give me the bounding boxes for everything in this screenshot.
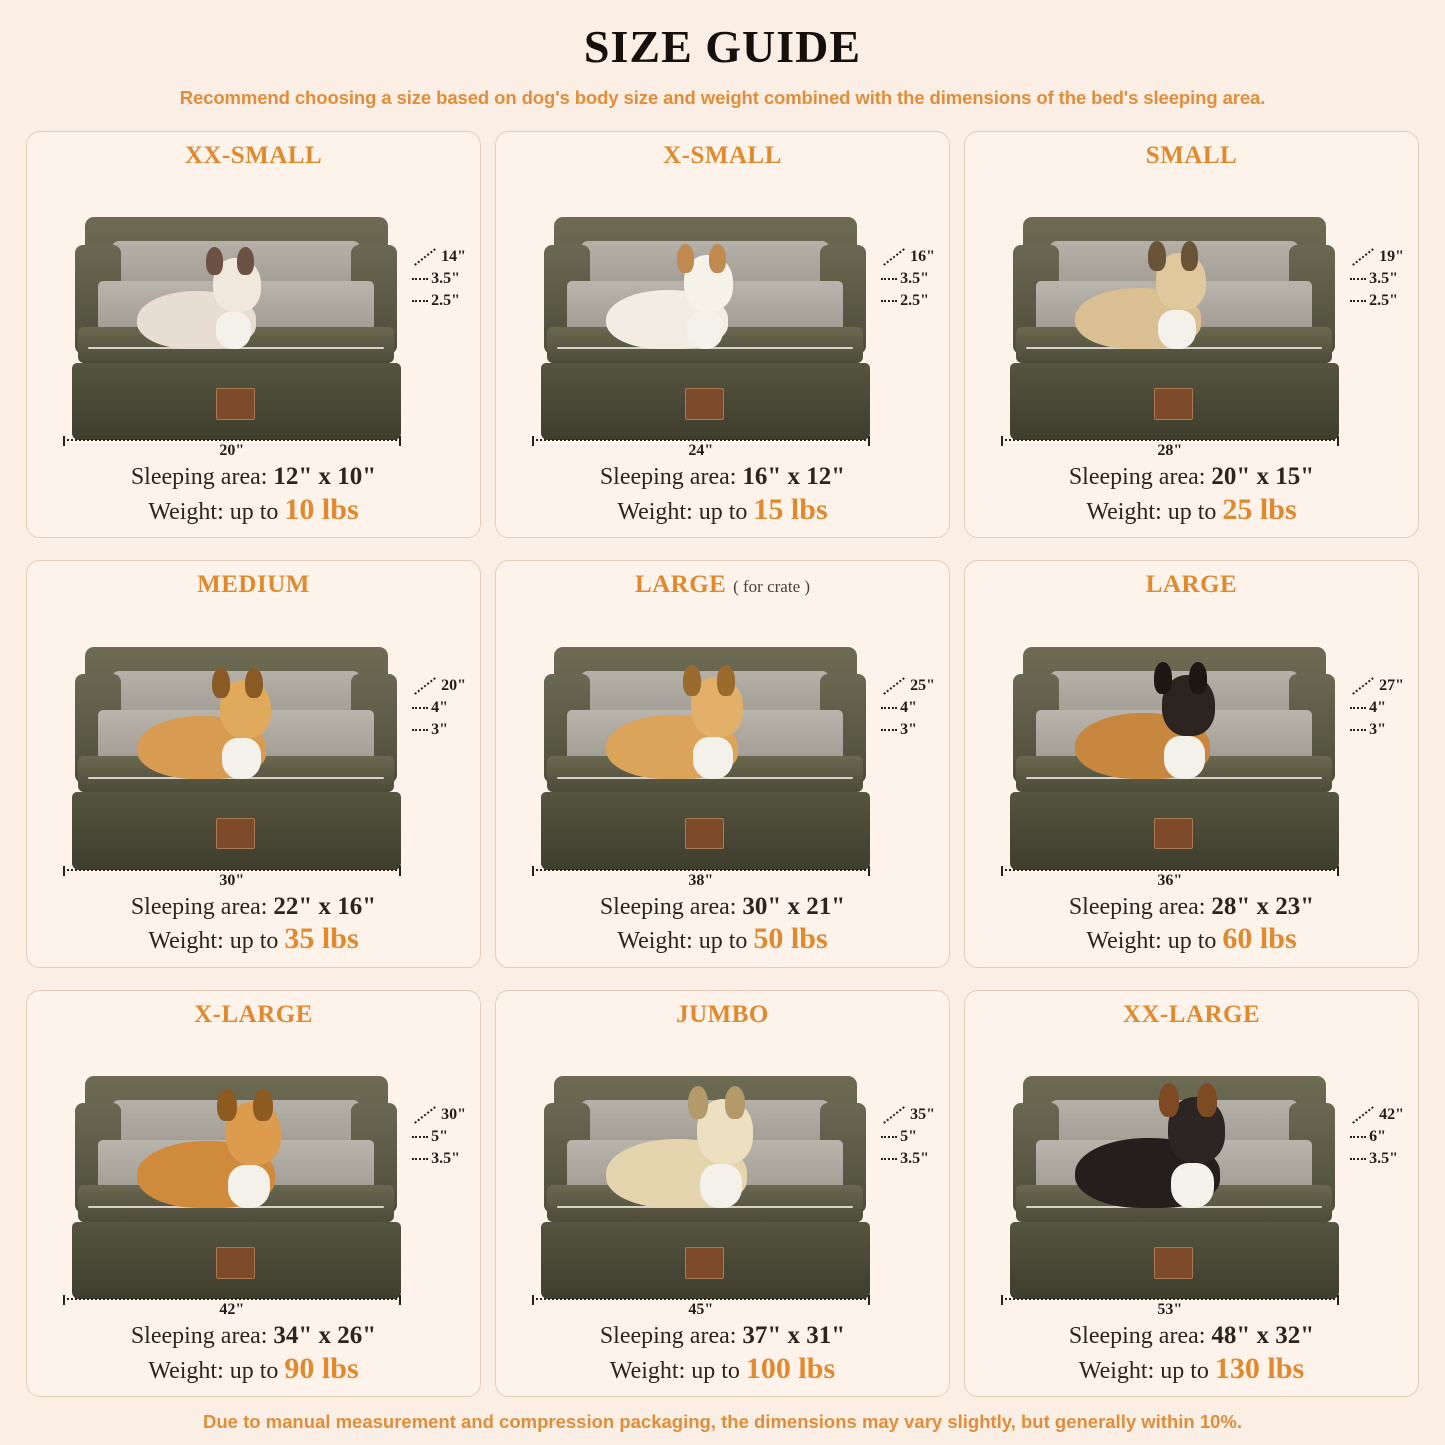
- dog-illustration-golden-retriever: [137, 1100, 275, 1208]
- height-bottom-dimension: [1350, 721, 1386, 739]
- height-bottom-value: 3": [431, 720, 448, 738]
- size-card-name: LARGE: [1145, 571, 1238, 599]
- weight-label: Weight:: [1086, 928, 1168, 955]
- dimension-tick-icon: [412, 707, 428, 709]
- dimension-tick-icon: [1350, 1158, 1366, 1160]
- weight-upto: up to: [1160, 1357, 1215, 1384]
- height-bottom-dimension: [412, 721, 448, 739]
- sleeping-area-line: [37, 892, 470, 922]
- dimension-line-icon: [63, 439, 401, 441]
- size-card-specs: [975, 892, 1408, 959]
- dog-chest: [228, 1165, 269, 1208]
- bed-illustration: [506, 601, 939, 891]
- bed-illustration: [975, 172, 1408, 462]
- bed-illustration: [506, 1031, 939, 1321]
- dog-ear-left: [688, 1086, 708, 1119]
- dog-chest: [1158, 310, 1196, 349]
- dog-ear-left: [1148, 241, 1166, 271]
- dimension-tick-icon: [414, 677, 436, 695]
- width-dimension: [1001, 439, 1339, 460]
- sleeping-area-line: [37, 1321, 470, 1351]
- height-top-value: 3.5": [431, 269, 460, 287]
- depth-height-dimensions: [412, 677, 466, 739]
- dog-chest: [687, 311, 724, 349]
- weight-line: [506, 492, 939, 527]
- height-top-dimension: [412, 699, 448, 717]
- page-title: SIZE GUIDE: [583, 21, 862, 72]
- height-top-value: 5": [431, 1128, 448, 1146]
- sleeping-area-label: Sleeping area:: [1068, 893, 1212, 920]
- dog-illustration-ragdoll-cat: [137, 256, 256, 349]
- sleeping-area-line: [975, 462, 1408, 492]
- dimension-line-icon: [1001, 439, 1339, 441]
- sleeping-area-line: [506, 892, 939, 922]
- size-card-xx-large[interactable]: [964, 990, 1419, 1397]
- dog-ear-right: [237, 247, 254, 275]
- size-card-name: XX-SMALL: [184, 142, 323, 169]
- dimension-tick-icon: [1350, 300, 1366, 302]
- sleeping-area-label: Sleeping area:: [130, 1323, 274, 1350]
- weight-upto: up to: [1167, 498, 1223, 525]
- depth-value: 19": [1379, 247, 1404, 265]
- dog-ear-left: [217, 1089, 236, 1122]
- weight-value: 35 lbs: [284, 922, 359, 956]
- dog-chest: [700, 1164, 742, 1208]
- bed-illustration: [506, 172, 939, 462]
- size-card-title: [194, 1001, 313, 1029]
- dog-illustration-shih-tzu: [606, 253, 728, 349]
- dog-illustration-french-bulldog: [1075, 251, 1200, 349]
- weight-label: Weight:: [148, 928, 230, 955]
- dog-bed-graphic: [72, 213, 401, 441]
- size-card-name: X-SMALL: [663, 142, 782, 169]
- weight-line: [506, 921, 939, 956]
- dimension-tick-icon: [412, 1158, 428, 1160]
- dog-ear-right: [1197, 1083, 1217, 1117]
- weight-upto: up to: [229, 1357, 285, 1384]
- dimension-tick-icon: [1350, 707, 1366, 709]
- dimension-tick-icon: [883, 1106, 905, 1124]
- depth-value: 25": [910, 676, 935, 694]
- dog-chest: [693, 737, 732, 778]
- dog-chest: [216, 312, 252, 349]
- dog-ear-left: [212, 668, 230, 698]
- dog-ear-right: [1189, 662, 1208, 694]
- sleeping-area-label: Sleeping area:: [130, 893, 274, 920]
- dog-illustration-labrador: [606, 1097, 747, 1208]
- sleeping-area-value: 16" x 12": [742, 463, 846, 491]
- bed-illustration: [975, 1031, 1408, 1321]
- width-value: 28": [1157, 442, 1183, 460]
- dog-bed-graphic: [1010, 642, 1339, 870]
- depth-dimension: [1350, 677, 1404, 695]
- sleeping-area-value: 48" x 32": [1211, 1322, 1315, 1350]
- width-value: 53": [1157, 1301, 1183, 1319]
- size-card-name: JUMBO: [676, 1000, 769, 1028]
- size-card-specs: [37, 892, 470, 959]
- dimension-tick-icon: [412, 1136, 428, 1138]
- sleeping-area-label: Sleeping area:: [1068, 464, 1212, 491]
- width-value: 24": [688, 442, 714, 460]
- brand-tag: [1154, 818, 1192, 850]
- size-card-small[interactable]: [964, 131, 1419, 538]
- height-top-value: 4": [431, 698, 448, 716]
- size-card-name: LARGE: [634, 571, 727, 599]
- size-card-x-large[interactable]: [26, 990, 481, 1397]
- dimension-tick-icon: [1350, 1136, 1366, 1138]
- depth-height-dimensions: [881, 248, 935, 310]
- width-dimension: [532, 439, 870, 460]
- dog-illustration-rottweiler: [1075, 1095, 1219, 1208]
- dimension-tick-icon: [883, 677, 905, 695]
- dog-ear-right: [709, 244, 726, 273]
- sleeping-area-label: Sleeping area:: [599, 464, 743, 491]
- weight-line: [37, 1351, 470, 1386]
- width-dimension: [63, 1298, 401, 1319]
- depth-height-dimensions: [881, 1106, 935, 1168]
- size-card-name: X-LARGE: [194, 1000, 313, 1028]
- width-dimension: [1001, 1298, 1339, 1319]
- dimension-line-icon: [532, 1298, 870, 1300]
- size-card-specs: [975, 1321, 1408, 1388]
- dimension-line-icon: [63, 869, 401, 871]
- height-bottom-value: 2.5": [1369, 291, 1398, 309]
- size-card-title: [185, 142, 322, 170]
- size-card-jumbo[interactable]: [495, 990, 950, 1397]
- page-subtitle: Recommend choosing a size based on dog's body size and weight combined with the dimensions of the bed's sleeping area.: [179, 87, 1266, 108]
- dimension-tick-icon: [881, 1158, 897, 1160]
- sleeping-area-line: [975, 892, 1408, 922]
- size-card-specs: [37, 1321, 470, 1388]
- depth-value: 42": [1379, 1106, 1404, 1124]
- dog-illustration-corgi: [137, 678, 265, 779]
- dog-bed-graphic: [541, 642, 870, 870]
- sleeping-area-line: [37, 462, 470, 492]
- depth-dimension: [1350, 248, 1404, 266]
- dimension-tick-icon: [412, 729, 428, 731]
- weight-upto: up to: [698, 928, 754, 955]
- sleeping-area-label: Sleeping area:: [599, 1323, 743, 1350]
- brand-tag: [685, 1247, 723, 1279]
- depth-height-dimensions: [881, 677, 935, 739]
- dimension-tick-icon: [883, 248, 905, 266]
- width-value: 38": [688, 871, 714, 889]
- depth-value: 27": [1379, 676, 1404, 694]
- height-bottom-value: 3": [1369, 720, 1386, 738]
- weight-label: Weight:: [617, 498, 699, 525]
- depth-dimension: [881, 248, 935, 266]
- height-bottom-dimension: [412, 1150, 460, 1168]
- dog-ear-left: [1159, 1083, 1179, 1117]
- brand-tag: [685, 388, 723, 420]
- weight-label: Weight:: [1086, 498, 1168, 525]
- weight-value: 60 lbs: [1222, 922, 1297, 956]
- depth-dimension: [412, 248, 466, 266]
- weight-value: 10 lbs: [284, 492, 359, 526]
- sleeping-area-value: 20" x 15": [1211, 463, 1315, 491]
- weight-value: 130 lbs: [1214, 1351, 1305, 1385]
- dimension-tick-icon: [1352, 677, 1374, 695]
- height-bottom-value: 3": [900, 720, 917, 738]
- brand-tag: [216, 388, 254, 420]
- dog-bed-graphic: [541, 213, 870, 441]
- depth-height-dimensions: [1350, 677, 1404, 739]
- bed-illustration: [975, 601, 1408, 891]
- size-card-medium[interactable]: [26, 560, 481, 967]
- size-card-specs: [506, 1321, 939, 1388]
- depth-dimension: [1350, 1106, 1404, 1124]
- width-value: 42": [219, 1301, 245, 1319]
- dog-bed-graphic: [1010, 1071, 1339, 1299]
- height-top-dimension: [412, 270, 460, 288]
- brand-tag: [1154, 1247, 1192, 1279]
- bed-illustration: [37, 1031, 470, 1321]
- height-bottom-dimension: [1350, 292, 1398, 310]
- weight-upto: up to: [698, 498, 754, 525]
- depth-dimension: [412, 677, 466, 695]
- width-dimension: [63, 869, 401, 890]
- sleeping-area-label: Sleeping area:: [130, 464, 274, 491]
- size-card-large[interactable]: [964, 560, 1419, 967]
- height-bottom-dimension: [412, 292, 460, 310]
- dog-chest: [1164, 736, 1204, 778]
- weight-upto: up to: [691, 1357, 746, 1384]
- dimension-tick-icon: [414, 1106, 436, 1124]
- dog-ear-left: [683, 665, 701, 696]
- weight-line: [975, 1351, 1408, 1386]
- size-card-title: [663, 142, 782, 170]
- height-top-dimension: [881, 699, 917, 717]
- dog-chest: [1171, 1163, 1214, 1208]
- dimension-tick-icon: [881, 707, 897, 709]
- size-card-title: [676, 1001, 769, 1029]
- depth-value: 30": [441, 1106, 466, 1124]
- size-card-specs: [975, 462, 1408, 529]
- sleeping-area-value: 12" x 10": [273, 463, 377, 491]
- brand-tag: [685, 818, 723, 850]
- sleeping-area-line: [506, 462, 939, 492]
- depth-value: 35": [910, 1106, 935, 1124]
- height-top-value: 5": [900, 1128, 917, 1146]
- dog-ear-right: [245, 668, 263, 698]
- sleeping-area-line: [506, 1321, 939, 1351]
- weight-value: 100 lbs: [745, 1351, 836, 1385]
- sleeping-area-label: Sleeping area:: [599, 893, 743, 920]
- depth-value: 14": [441, 247, 466, 265]
- dimension-tick-icon: [881, 300, 897, 302]
- weight-label: Weight:: [1078, 1357, 1161, 1384]
- size-card-specs: [506, 892, 939, 959]
- dimension-tick-icon: [881, 729, 897, 731]
- height-bottom-dimension: [881, 292, 929, 310]
- weight-value: 50 lbs: [753, 922, 828, 956]
- size-card-title: [635, 571, 810, 599]
- depth-height-dimensions: [412, 248, 466, 310]
- dimension-tick-icon: [1350, 278, 1366, 280]
- dog-ear-right: [717, 665, 735, 696]
- brand-tag: [1154, 388, 1192, 420]
- sleeping-area-value: 37" x 31": [742, 1322, 846, 1350]
- weight-upto: up to: [229, 928, 285, 955]
- width-value: 30": [219, 871, 245, 889]
- bed-illustration: [37, 601, 470, 891]
- size-card-specs: [37, 462, 470, 529]
- height-bottom-value: 3.5": [431, 1150, 460, 1168]
- depth-value: 20": [441, 676, 466, 694]
- dimension-line-icon: [532, 439, 870, 441]
- size-card-title: [1123, 1001, 1260, 1029]
- dimension-tick-icon: [414, 248, 436, 266]
- dog-ear-right: [1181, 241, 1199, 271]
- footer-note: Due to manual measurement and compression packaging, the dimensions may vary slightly, but generally within 10%.: [202, 1411, 1243, 1432]
- size-card-title: [197, 571, 310, 599]
- width-value: 36": [1157, 871, 1183, 889]
- weight-line: [506, 1351, 939, 1386]
- size-card-large[interactable]: [495, 560, 950, 967]
- dog-ear-right: [253, 1089, 272, 1122]
- size-card-name: XX-LARGE: [1122, 1000, 1261, 1028]
- sleeping-area-value: 28" x 23": [1211, 892, 1315, 920]
- weight-value: 15 lbs: [753, 492, 828, 526]
- brand-tag: [216, 818, 254, 850]
- weight-value: 90 lbs: [284, 1351, 359, 1385]
- size-card-grid: [26, 131, 1419, 1397]
- height-top-dimension: [1350, 1128, 1386, 1146]
- depth-height-dimensions: [1350, 248, 1404, 310]
- weight-line: [975, 492, 1408, 527]
- height-bottom-dimension: [881, 721, 917, 739]
- depth-dimension: [881, 677, 935, 695]
- height-bottom-value: 3.5": [900, 1150, 929, 1168]
- dimension-line-icon: [63, 1298, 401, 1300]
- height-top-value: 3.5": [900, 269, 929, 287]
- weight-line: [37, 921, 470, 956]
- size-card-specs: [506, 462, 939, 529]
- sleeping-area-value: 34" x 26": [273, 1322, 377, 1350]
- dimension-tick-icon: [1352, 1106, 1374, 1124]
- size-card-note: ( for crate ): [733, 577, 811, 597]
- height-top-dimension: [881, 270, 929, 288]
- dog-ear-left: [206, 247, 223, 275]
- sleeping-area-value: 22" x 16": [273, 892, 377, 920]
- weight-label: Weight:: [617, 928, 699, 955]
- weight-line: [37, 492, 470, 527]
- dog-ear-left: [1154, 662, 1173, 694]
- size-card-xx-small[interactable]: [26, 131, 481, 538]
- width-dimension: [1001, 869, 1339, 890]
- dog-bed-graphic: [1010, 213, 1339, 441]
- height-top-value: 3.5": [1369, 269, 1398, 287]
- dimension-tick-icon: [881, 278, 897, 280]
- size-card-title: [1146, 571, 1237, 599]
- depth-value: 16": [910, 247, 935, 265]
- depth-height-dimensions: [412, 1106, 466, 1168]
- size-card-name: MEDIUM: [197, 571, 310, 599]
- width-dimension: [532, 1298, 870, 1319]
- dimension-tick-icon: [881, 1136, 897, 1138]
- weight-label: Weight:: [148, 1357, 230, 1384]
- height-bottom-value: 2.5": [900, 291, 929, 309]
- depth-dimension: [881, 1106, 935, 1124]
- sleeping-area-value: 30" x 21": [742, 892, 846, 920]
- weight-value: 25 lbs: [1222, 492, 1297, 526]
- height-top-dimension: [412, 1128, 448, 1146]
- weight-line: [975, 921, 1408, 956]
- dog-bed-graphic: [72, 642, 401, 870]
- height-bottom-value: 2.5": [431, 291, 460, 309]
- dimension-tick-icon: [1352, 248, 1374, 266]
- dimension-tick-icon: [1350, 729, 1366, 731]
- height-bottom-dimension: [1350, 1150, 1398, 1168]
- brand-tag: [216, 1247, 254, 1279]
- dog-illustration-australian-shepherd: [1075, 673, 1210, 779]
- dog-illustration-shiba-inu: [606, 675, 737, 778]
- height-top-dimension: [1350, 699, 1386, 717]
- dimension-line-icon: [1001, 1298, 1339, 1300]
- bed-illustration: [37, 172, 470, 462]
- height-top-value: 4": [900, 698, 917, 716]
- weight-upto: up to: [1167, 928, 1223, 955]
- width-value: 45": [688, 1301, 714, 1319]
- weight-upto: up to: [229, 498, 285, 525]
- height-top-value: 6": [1369, 1128, 1386, 1146]
- size-card-x-small[interactable]: [495, 131, 950, 538]
- width-dimension: [532, 869, 870, 890]
- height-bottom-value: 3.5": [1369, 1150, 1398, 1168]
- dog-chest: [222, 738, 260, 778]
- height-top-value: 4": [1369, 698, 1386, 716]
- dog-bed-graphic: [72, 1071, 401, 1299]
- width-value: 20": [219, 442, 245, 460]
- size-card-title: [1146, 142, 1237, 170]
- sleeping-area-label: Sleeping area:: [1068, 1323, 1212, 1350]
- dog-ear-right: [725, 1086, 745, 1119]
- depth-dimension: [412, 1106, 466, 1124]
- sleeping-area-line: [975, 1321, 1408, 1351]
- weight-label: Weight:: [148, 498, 230, 525]
- dimension-tick-icon: [412, 300, 428, 302]
- dog-ear-left: [677, 244, 694, 273]
- dimension-line-icon: [532, 869, 870, 871]
- dimension-line-icon: [1001, 869, 1339, 871]
- dog-bed-graphic: [541, 1071, 870, 1299]
- height-top-dimension: [881, 1128, 917, 1146]
- height-top-dimension: [1350, 270, 1398, 288]
- dimension-tick-icon: [412, 278, 428, 280]
- height-bottom-dimension: [881, 1150, 929, 1168]
- width-dimension: [63, 439, 401, 460]
- size-card-name: SMALL: [1145, 142, 1238, 169]
- weight-label: Weight:: [609, 1357, 692, 1384]
- depth-height-dimensions: [1350, 1106, 1404, 1168]
